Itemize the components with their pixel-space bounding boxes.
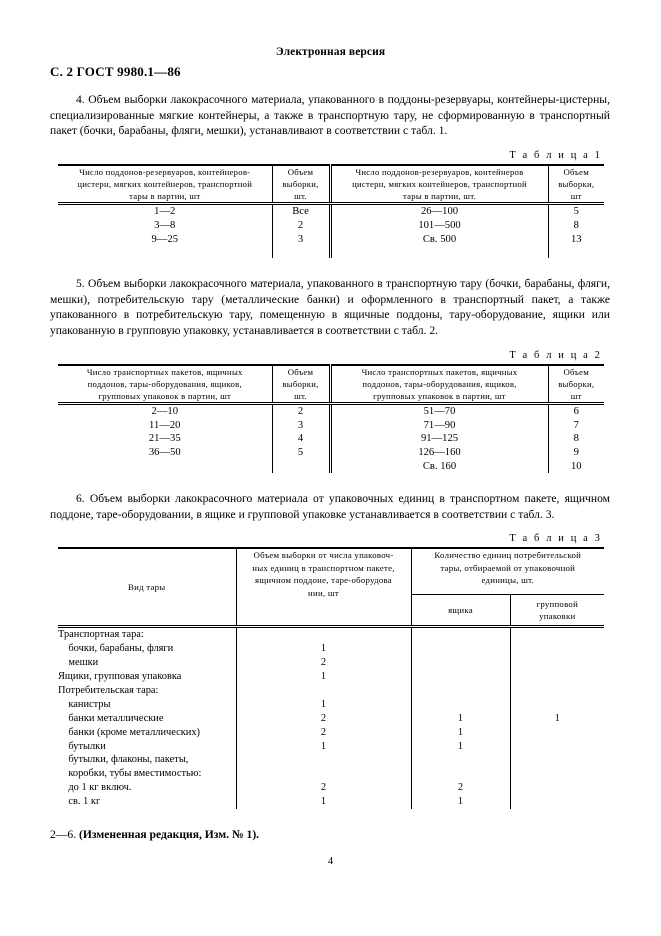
table1-data-row [58,204,604,246]
table1-col4-header: Объем выборки, шт [548,165,604,204]
table3-col3-header: ящика [411,595,510,625]
table3-col4-header: групповой упаковки [510,595,604,625]
table2-col3-header: Число транспортных пакетов, ящичных поддонов, тары-оборудования, ящиков, групповых упаковок в партии, шт [330,365,548,404]
paragraph-5: 5. Объем выборки лакокрасочного материала, упакованного в транспортную тару (бочки, барабаны, фляги, мешки), потребительскую тару (металлические банки) и оформленного в транспортный пакет, а также упакованного в потребительскую тару, помещенную в ящичные поддоны, тару-оборудование, ящики или упакованную в групповую упаковку, устанавливается в соответствии с табл. 2. [50,277,610,337]
t2-lv: 2 3 4 5 [297,406,304,458]
t3-box: 1 1 1 2 1 [457,712,464,808]
table1-spacer-row [58,246,604,258]
table-3 [58,547,604,809]
table2-col2-header: Объем выборки, шт. [272,365,330,404]
table2-header-row [58,365,604,404]
table1-header-row [58,165,604,204]
table3-col1-header: Вид тары [58,548,236,625]
t1-rr: 26—100 101—500 Св. 500 [418,206,461,245]
table3-names-col [58,627,236,809]
table3-volume-col [236,627,411,809]
table1-caption: Т а б л и ц а 1 [509,149,602,161]
table3-group-col [510,627,604,809]
t1-lr: 1—2 3—8 9—25 [151,206,178,245]
t1-lv: Все 2 3 [292,206,309,245]
table2-right-ranges [330,404,548,473]
t3-names: Транспортная тара: бочки, барабаны, фляги мешки Ящики, групповая упаковка Потребительская тара: канистры банки металлические банки (кроме металлических) бутылки бутылки, флаконы, пакеты, коробки, тубы вместимостью: до 1 кг включ. св. 1 кг [58,629,202,808]
table-1 [58,164,604,258]
paragraph-6: 6. Объем выборки лакокрасочного материала от упаковочных единиц в транспортном пакете, ящичном поддоне, таре-оборудовании, в ящике и групповой упаковке устанавливается в соответствии с табл. 3. [50,492,610,521]
table2-left-values [272,404,330,473]
closing-range: 2—6. [50,828,79,841]
paragraph-4: 4. Объем выборки лакокрасочного материала, упакованного в поддоны-резервуары, контейнеры-цистерны, специализированные мягкие контейнеры, а также в транспортную тару, не сформированную в транспортный пакет (бочки, барабаны, фляги, мешки), устанавливают в соответствии с табл. 1. [50,93,610,138]
document-body [50,92,610,809]
table1-spacer-c2 [272,246,330,258]
table1-col2-header: Объем выборки, шт. [272,165,330,204]
table3-group-header: Количество единиц потребительской тары, отбираемой от упаковочной единицы, шт. [411,548,604,595]
closing-note [50,828,610,841]
t2-rr: 51—70 71—90 91—125 126—160 Св. 160 [418,406,461,472]
table2-col4-header: Объем выборки, шт [548,365,604,404]
t1-rv: 5 8 13 [570,206,582,245]
table3-body-row [58,627,604,809]
table1-right-values [548,204,604,246]
table2-data-row [58,404,604,473]
table1-right-ranges [330,204,548,246]
closing-text: (Измененная редакция, Изм. № 1). [78,828,260,841]
table3-caption: Т а б л и ц а 3 [509,533,602,545]
t2-rv: 6 7 8 9 10 [570,406,582,472]
table3-header-row-1 [58,548,604,595]
table1-col3-header: Число поддонов-резервуаров, контейнеров цистерн, мягких контейнеров, транспортной тары в партии, шт. [330,165,548,204]
table2-caption: Т а б л и ц а 2 [509,349,602,361]
page-standard-ref: С. 2 ГОСТ 9980.1—86 [50,64,181,79]
t3-grp: 1 [554,712,560,724]
table1-left-values [272,204,330,246]
page-number: 4 [327,856,334,867]
table1-spacer-c4 [548,246,604,258]
t3-vol: 1 2 1 1 2 2 1 2 1 [320,643,327,808]
t2-lr: 2—10 11—20 21—35 36—50 [148,406,181,458]
table1-spacer-c3 [330,246,548,258]
table-2 [58,364,604,474]
table1-left-ranges [58,204,272,246]
table1-col1-header: Число поддонов-резервуаров, контейнеров- цистерн, мягких контейнеров, транспортной тары в партии, шт [58,165,272,204]
table2-col1-header: Число транспортных пакетов, ящичных поддонов, тары-оборудования, ящиков, групповых упаковок в партии, шт [58,365,272,404]
table2-right-values [548,404,604,473]
table1-spacer-c1 [58,246,272,258]
table3-col2-header: Объем выборки от числа упаковоч- ных единиц в транспортном пакете, ящичном поддоне, таре-оборудова нии, шт [236,548,411,625]
table2-left-ranges [58,404,272,473]
electronic-version-label: Электронная версия [275,46,386,58]
table3-box-col [411,627,510,809]
